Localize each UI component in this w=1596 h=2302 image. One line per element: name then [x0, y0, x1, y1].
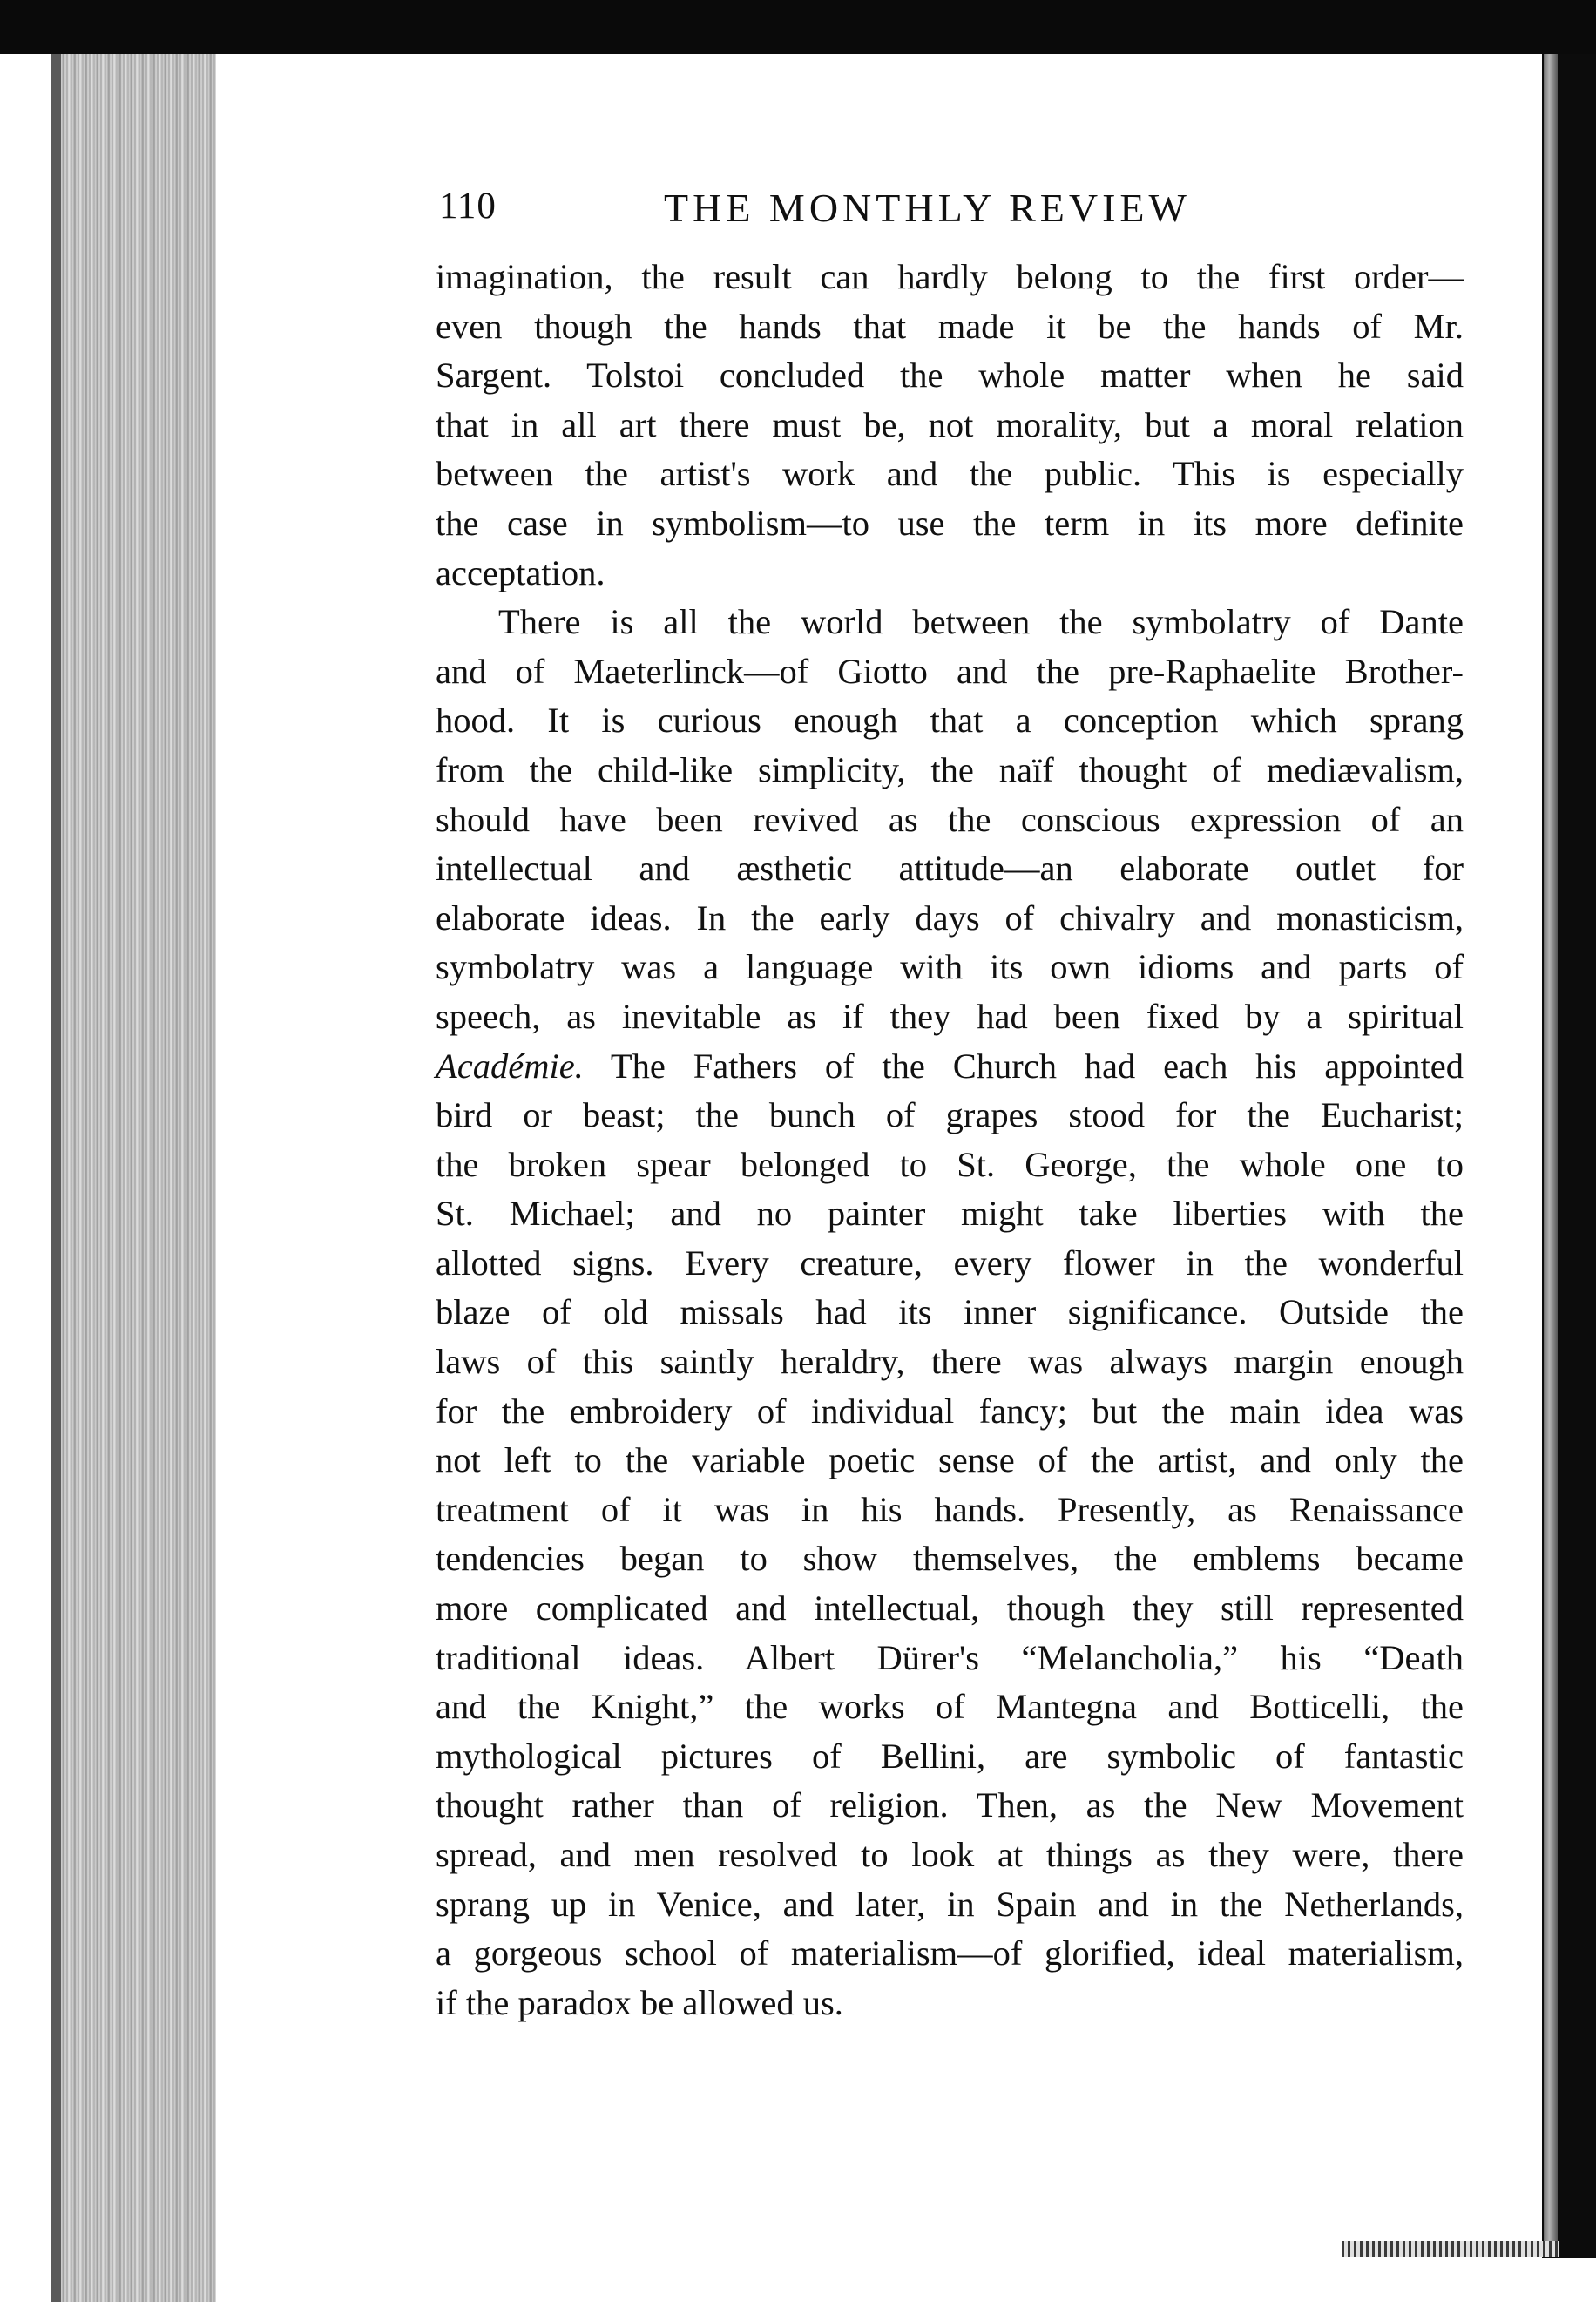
book-spine-shadow — [51, 54, 61, 2302]
text-line: speech, as inevitable as if they had been fixed by a spiritual — [436, 996, 1464, 1036]
text-line: the broken spear belonged to St. George, the whole one to — [436, 1144, 1464, 1184]
text-line: thought rather than of religion. Then, as the New Movement — [436, 1785, 1464, 1825]
text-line: laws of this saintly heraldry, there was always margin enough — [436, 1342, 1464, 1382]
book-page-edges — [51, 54, 216, 2302]
page-bottom-edge — [1342, 2241, 1559, 2257]
text-line: hood. It is curious enough that a conception which sprang — [436, 701, 1464, 741]
text-line: between the artist's work and the public. This is especially — [436, 454, 1464, 494]
text-line-academie — [436, 1042, 1464, 1092]
paragraph-1 — [436, 253, 1464, 598]
text-line-rest: The Fathers of the Church had each his appointed — [583, 1046, 1464, 1086]
text-line: symbolatry was a language with its own idioms and parts of — [436, 947, 1464, 987]
text-line: not left to the variable poetic sense of the artist, and only the — [436, 1440, 1464, 1480]
text-line: acceptation. — [436, 552, 605, 592]
running-title: THE MONTHLY REVIEW — [664, 186, 1191, 230]
text-line: imagination, the result can hardly belong to the first order— — [436, 257, 1464, 296]
text-line: a gorgeous school of materialism—of glorified, ideal materialism, — [436, 1933, 1464, 1974]
text-line: sprang up in Venice, and later, in Spain and in the Netherlands, — [436, 1884, 1464, 1924]
italic-word: Académie. — [436, 1046, 584, 1086]
facing-page-edge — [1544, 54, 1558, 2250]
scan-border-top — [0, 0, 1596, 54]
text-line: elaborate ideas. In the early days of chivalry and monasticism, — [436, 897, 1464, 938]
running-header — [439, 185, 1467, 254]
text-line: tendencies began to show themselves, the emblems became — [436, 1539, 1464, 1579]
text-line: traditional ideas. Albert Dürer's “Melancholia,” his “Death — [436, 1637, 1464, 1677]
text-line: blaze of old missals had its inner significance. Outside the — [436, 1292, 1464, 1332]
text-line: more complicated and intellectual, though they still represented — [436, 1588, 1464, 1628]
text-line: intellectual and æsthetic attitude—an elaborate outlet for — [436, 849, 1464, 889]
text-line: allotted signs. Every creature, every flower in the wonderful — [436, 1242, 1464, 1283]
text-line: from the child-like simplicity, the naïf thought of mediævalism, — [436, 749, 1464, 789]
page-number: 110 — [439, 186, 497, 227]
text-line: treatment of it was in his hands. Presently, as Renaissance — [436, 1489, 1464, 1529]
text-line: bird or beast; the bunch of grapes stood for the Eucharist; — [436, 1095, 1464, 1135]
text-line: even though the hands that made it be the hands of Mr. — [436, 306, 1464, 346]
body-text — [436, 253, 1464, 2028]
text-line: Sargent. Tolstoi concluded the whole matter when he said — [436, 355, 1464, 396]
text-line: if the paradox be allowed us. — [436, 1982, 843, 2022]
text-line: should have been revived as the conscious expression of an — [436, 799, 1464, 839]
text-line: and of Maeterlinck—of Giotto and the pre-Raphaelite Brother- — [436, 651, 1464, 691]
paragraph-2 — [436, 598, 1464, 2028]
text-line: for the embroidery of individual fancy; but the main idea was — [436, 1391, 1464, 1431]
text-line: spread, and men resolved to look at things as they were, there — [436, 1835, 1464, 1874]
text-line: the case in symbolism—to use the term in its more definite — [436, 503, 1464, 543]
text-line: that in all art there must be, not morality, but a moral relation — [436, 404, 1464, 444]
text-line: There is all the world between the symbolatry of Dante — [498, 602, 1464, 642]
text-line: and the Knight,” the works of Mantegna and Botticelli, the — [436, 1687, 1464, 1727]
text-line: St. Michael; and no painter might take liberties with the — [436, 1194, 1464, 1234]
text-line: mythological pictures of Bellini, are symbolic of fantastic — [436, 1736, 1464, 1776]
